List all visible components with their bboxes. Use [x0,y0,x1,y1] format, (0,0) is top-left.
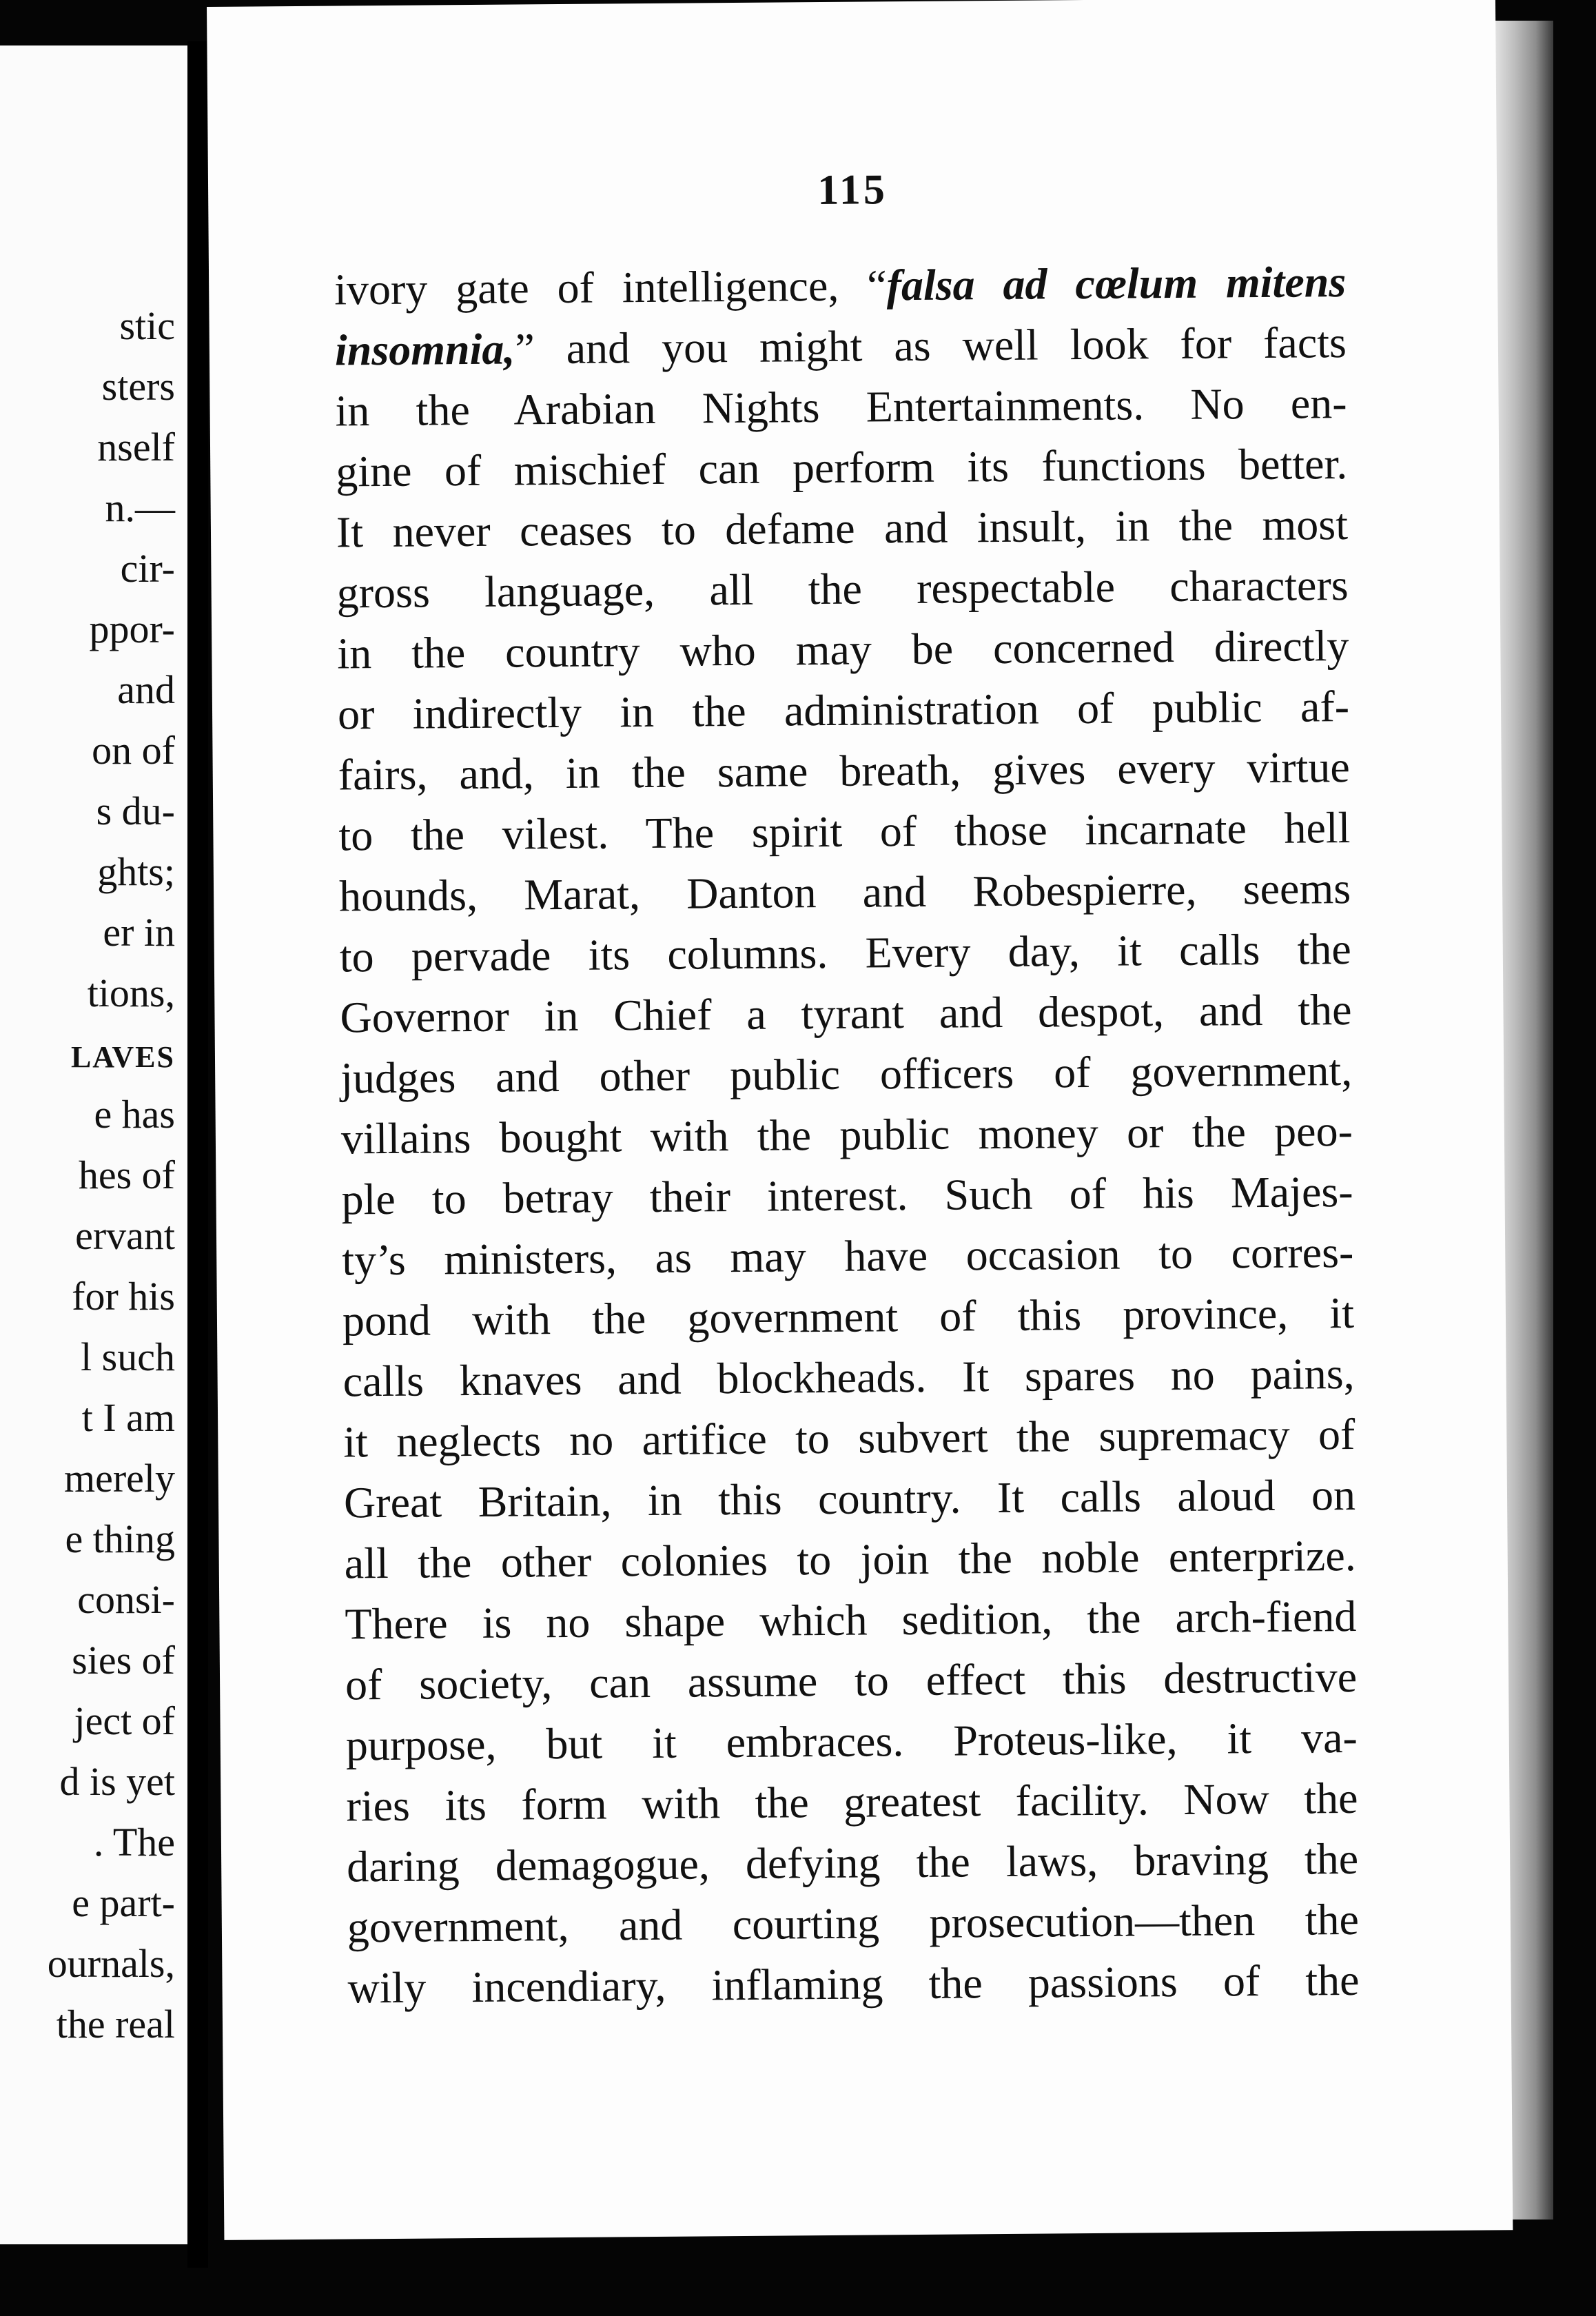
left-page-line: stic [119,303,175,348]
left-page-line: LAVES [70,1040,175,1074]
left-page-line: n.— [105,485,175,530]
body-text-fragment: ivory gate of intelligence, “ [334,261,887,314]
left-page-line: ject of [74,1698,175,1743]
body-text-line: gross language, all the respectable characters [336,560,1349,618]
body-text-line: gine of mischief can perform its functions better. [336,439,1348,496]
left-page-line: for his [72,1274,175,1319]
body-text-line: Governor in Chief a tyrant and despot, and the [340,984,1352,1042]
left-page-line: the real [56,2002,175,2046]
body-text-line: purpose, but it embraces. Proteus-like, it va- [345,1712,1358,1770]
body-text-line: judges and other public officers of government, [340,1045,1353,1103]
body-text-line: all the other colonies to join the noble enterprize. [344,1530,1356,1588]
body-text-line: villains bought with the public money or the peo- [340,1106,1353,1164]
body-text-line: There is no shape which sedition, the arch-fiend [345,1591,1357,1649]
left-page-line: ournals, [47,1941,175,1986]
left-page-line: s du- [96,789,175,833]
body-text-line: it neglects no artifice to subvert the supremacy of [343,1409,1355,1467]
body-text-line: in the country who may be concerned directly [337,621,1349,678]
body-text-line: Great Britain, in this country. It calls aloud on [343,1470,1356,1527]
left-page-line: e part- [72,1880,175,1925]
left-page-line: cir- [120,546,175,591]
left-page-line: . The [93,1820,175,1865]
left-page [0,45,187,2244]
left-page-line: e thing [65,1516,175,1561]
body-text-line: to pervade its columns. Every day, it calls the [339,924,1352,982]
body-text-line: wily incendiary, inflaming the passions of the [347,1955,1360,2013]
book-gutter [187,41,208,2268]
page-number: 115 [817,166,888,214]
body-text-line: fairs, and, in the same breath, gives every virtue [338,742,1350,800]
left-page-line: nself [97,425,175,469]
body-text-line [334,318,1347,375]
left-page-line: consi- [77,1577,175,1622]
left-page-line: and [117,667,175,712]
left-page-line: ppor- [89,607,175,651]
left-page-line: merely [63,1456,175,1501]
body-text-line: It never ceases to defame and insult, in the most [336,500,1349,557]
body-text-line: ty’s ministers, as may have occasion to corres- [342,1227,1354,1285]
right-page [207,0,1513,2240]
left-page-line: on of [92,728,175,773]
latin-quotation: falsa ad cœlum mitens [886,257,1347,310]
latin-quotation: insomnia, [334,324,515,375]
body-text-line: government, and courting prosecution—then the [347,1894,1360,1952]
left-page-line: sies of [72,1638,175,1683]
left-page-line: hes of [78,1152,175,1197]
left-page-line: l such [81,1334,175,1379]
left-page-line: ghts; [97,849,175,894]
left-page-line: d is yet [59,1759,175,1804]
body-text-line: or indirectly in the administration of public af- [337,682,1350,739]
body-text-line: ple to betray their interest. Such of his Majes- [341,1166,1353,1224]
body-text-line: pond with the government of this province, it [342,1288,1355,1345]
left-page-line: ervant [75,1213,175,1258]
left-page-line: tions, [87,971,175,1015]
left-page-line: er in [103,910,175,955]
body-text-line: calls knaves and blockheads. It spares no pains, [342,1348,1355,1406]
body-text-line [334,257,1347,314]
body-text-line: daring demagogue, defying the laws, braving the [346,1834,1359,1891]
body-text-line: in the Arabian Nights Entertainments. No en- [335,378,1347,436]
body-text-line: hounds, Marat, Danton and Robespierre, seems [338,864,1351,921]
body-text-line: ries its form with the greatest facility. Now the [346,1773,1358,1831]
body-text-fragment: ” and you might as well look for facts [515,318,1347,374]
left-page-line: sters [101,364,175,409]
left-page-line: t I am [81,1395,175,1440]
left-page-line: e has [94,1092,175,1137]
body-text-line: to the vilest. The spirit of those incarnate hell [338,803,1351,860]
body-text-line: of society, can assume to effect this destructive [345,1652,1358,1709]
